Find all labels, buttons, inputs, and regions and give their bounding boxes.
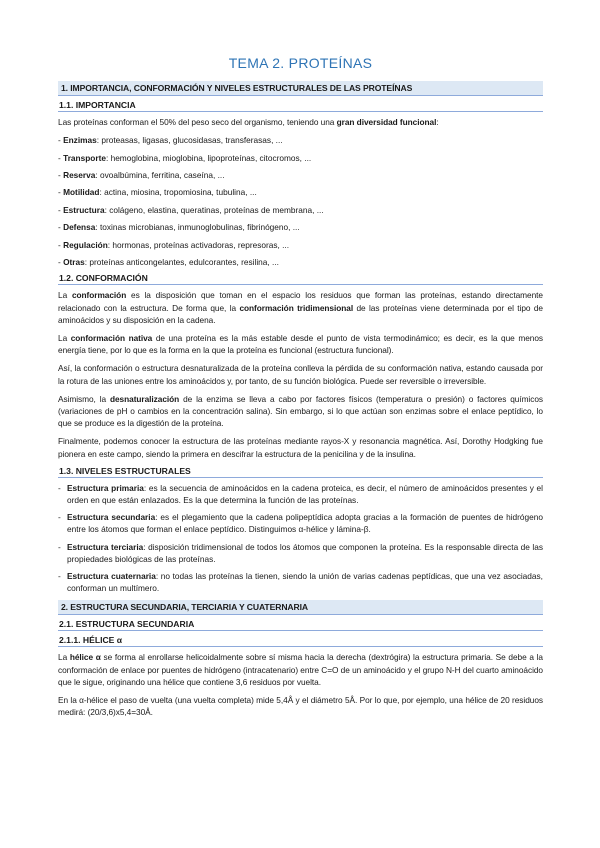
- structural-level-item: [58, 570, 543, 594]
- bold-term: hélice α: [69, 652, 101, 663]
- function-term: Motilidad: [63, 187, 100, 198]
- bold-term: conformación nativa: [70, 332, 153, 343]
- function-list-item: [58, 186, 543, 198]
- list-dash: -: [58, 135, 64, 146]
- level-term: Estructura secundaria: [67, 512, 156, 523]
- level-term: Estructura primaria: [67, 482, 144, 493]
- conformacion-paragraph-2: [58, 332, 543, 356]
- subsubsection-helice-heading: 2.1.1. HÉLICE α: [58, 635, 543, 647]
- list-dash: -: [58, 222, 64, 233]
- function-examples: : proteínas anticongelantes, edulcorantes, resilina, ...: [84, 256, 279, 267]
- structural-level-item: [58, 482, 543, 506]
- text-span: Asimismo, la: [58, 393, 110, 404]
- text-span: La: [58, 290, 72, 301]
- function-term: Enzimas: [63, 135, 97, 146]
- function-term: Reserva: [63, 169, 96, 180]
- conformacion-paragraph-3: Así, la conformación o estructura desnaturalizada de la proteína conlleva la pérdida de su conformación nativa, estando causada por la rotura de las uniones entre los aminoácidos y, por tanto, de su función biológica. Puede ser reversible o irreversible.: [58, 363, 543, 386]
- function-examples: : hormonas, proteínas activadoras, represoras, ...: [107, 239, 290, 250]
- level-description: : es el plegamiento que la cadena polipeptídica adopta gracias a la formación de puentes de hidrógeno entre los átomos que forman el enlace peptídico. Distinguimos α-hélice y lámina-β.: [67, 512, 543, 535]
- subsection-conformacion-heading: 1.2. CONFORMACIÓN: [58, 273, 543, 285]
- section-1-heading: 1. IMPORTANCIA, CONFORMACIÓN Y NIVELES ESTRUCTURALES DE LAS PROTEÍNAS: [58, 81, 543, 96]
- function-list-item: [58, 239, 543, 251]
- intro-bold: gran diversidad funcional: [336, 117, 437, 127]
- list-dash: -: [58, 256, 64, 267]
- subsection-estructura-secundaria-heading: 2.1. ESTRUCTURA SECUNDARIA: [58, 619, 543, 631]
- function-list: [58, 134, 543, 268]
- document-title: TEMA 2. PROTEÍNAS: [228, 55, 373, 71]
- function-list-item: [58, 221, 543, 233]
- list-dash: -: [58, 204, 64, 215]
- text-span: La: [58, 332, 71, 343]
- intro-text: Las proteínas conforman el 50% del peso seco del organismo, teniendo una: [58, 117, 337, 127]
- level-term: Estructura terciaria: [67, 541, 144, 552]
- function-examples: : actina, miosina, tropomiosina, tubulina, ...: [99, 187, 257, 198]
- function-term: Otras: [63, 256, 85, 267]
- function-list-item: [58, 204, 543, 216]
- subsection-niveles-heading: 1.3. NIVELES ESTRUCTURALES: [58, 466, 543, 478]
- function-examples: : ovoalbúmina, ferritina, caseína, ...: [95, 169, 225, 180]
- list-dash: -: [58, 169, 64, 180]
- list-dash: -: [58, 239, 64, 250]
- levels-list: [58, 482, 543, 595]
- helice-paragraph-2: En la α-hélice el paso de vuelta (una vuelta completa) mide 5,4Å y el diámetro 5Å. Por lo que, por ejemplo, una hélice de 20 residuos medirá: (20/3,6)x5,4=30Å.: [58, 695, 543, 718]
- text-span: es la disposición que toman en el espacio los residuos que forman las proteínas, estando directamente relacionado con la estructura. De forma que, la: [58, 290, 543, 313]
- function-examples: : hemoglobina, mioglobina, lipoproteínas, citocromos, ...: [105, 152, 312, 163]
- text-span: de la enzima se lleva a cabo por factores físicos (temperatura o presión) o factores químicos (variaciones de pH o cambios en la concentración salina). Sin embargo, si lo que actúan son enzimas sobre el enlace peptídico, lo que se produce es la digestión de la proteína.: [58, 393, 543, 429]
- level-description: : es la secuencia de aminoácidos en la cadena proteica, es decir, el número de aminoácidos presentes y el orden en que están enlazados. Es la que determina la función de las proteínas.: [67, 482, 543, 505]
- function-list-item: [58, 134, 543, 146]
- structural-level-item: [58, 511, 543, 535]
- function-list-item: [58, 169, 543, 181]
- function-term: Defensa: [63, 222, 96, 233]
- level-term: Estructura cuaternaria: [67, 570, 156, 581]
- function-term: Estructura: [63, 204, 105, 215]
- structural-level-item: [58, 541, 543, 565]
- intro-colon: :: [436, 117, 439, 127]
- function-examples: : proteasas, ligasas, glucosidasas, transferasas, ...: [96, 135, 283, 146]
- list-dash: -: [58, 187, 64, 198]
- conformacion-paragraph-4: [58, 393, 543, 430]
- function-examples: : toxinas microbianas, inmunoglobulinas, fibrinógeno, ...: [95, 222, 300, 233]
- level-description: : disposición tridimensional de todos los átomos que componen la proteína. Es la responsable directa de las propiedades biológicas de las proteínas.: [67, 541, 544, 564]
- importancia-intro: [58, 116, 543, 128]
- text-span: de una proteína es la más estable desde el punto de vista termodinámico; es decir, es la que menos energía tiene, por lo que es la forma en la que la proteína es funcional (estructura funcional).: [58, 332, 543, 356]
- function-list-item: [58, 256, 543, 268]
- bold-term: conformación: [71, 290, 127, 301]
- section-2-heading: 2. ESTRUCTURA SECUNDARIA, TERCIARIA Y CUATERNARIA: [58, 600, 543, 615]
- bold-term: desnaturalización: [109, 393, 180, 404]
- list-dash: -: [58, 152, 64, 163]
- helice-paragraph-1: [58, 651, 543, 688]
- bold-term: conformación tridimensional: [239, 302, 354, 313]
- function-term: Regulación: [63, 239, 108, 250]
- function-list-item: [58, 152, 543, 164]
- text-span: de las proteínas viene determinada por el tipo de aminoácidos y su disposición en la cadena.: [58, 302, 543, 325]
- function-examples: : colágeno, elastina, queratinas, proteínas de membrana, ...: [104, 204, 324, 215]
- level-description: : no todas las proteínas la tienen, siendo la unión de varias cadenas peptídicas, que una vez asociadas, conforman un multímero.: [67, 570, 543, 594]
- conformacion-paragraph-5: Finalmente, podemos conocer la estructura de las proteínas mediante rayos-X y resonancia magnética. Así, Dorothy Hodgking fue pionera en este campo, siendo la primera en descifrar la estructura de la penicilina y de la insulina.: [58, 436, 543, 459]
- text-span: La: [58, 652, 70, 663]
- subsection-importancia-heading: 1.1. IMPORTANCIA: [58, 100, 543, 112]
- function-term: Transporte: [63, 152, 106, 163]
- conformacion-paragraph-1: [58, 289, 543, 326]
- text-span: se forma al enrollarse helicoidalmente sobre sí misma hacia la derecha (dextrógira) la estructura primaria. Se debe a la conformación de enlace por puentes de hidrógeno (intracatenario) entre C=O de un aminoácido y el grupo N-H del cuarto aminoácido que le sigue, originando una hélice que contiene 3,6 residuos por vuelta.: [58, 652, 543, 687]
